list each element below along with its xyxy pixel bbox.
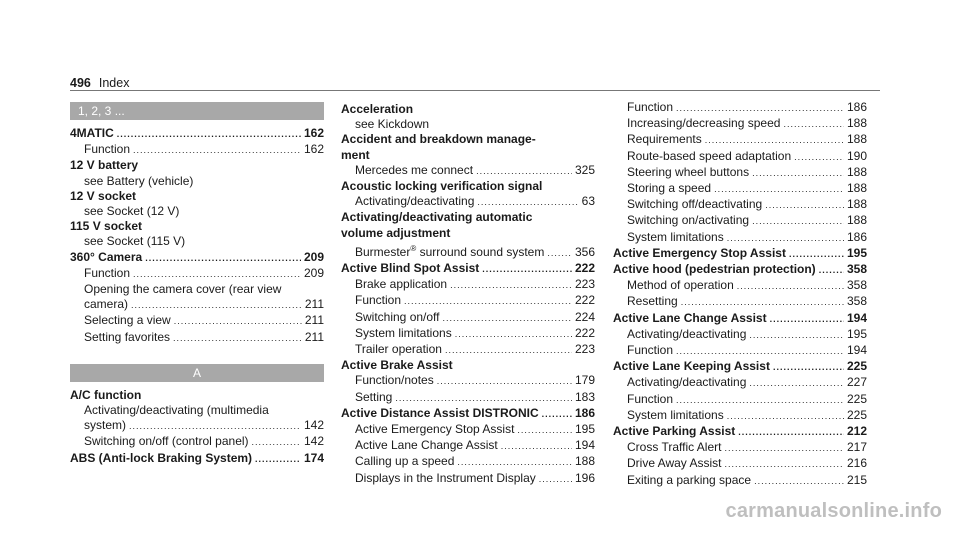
index-entry: A/C function xyxy=(70,387,142,402)
index-subentry[interactable]: Function ..... 222 xyxy=(341,293,595,309)
index-subentry[interactable]: Activating/deactivating ..... 195 xyxy=(613,327,867,343)
page-number: 496 xyxy=(70,76,91,90)
index-entry[interactable]: ABS (Anti-lock Braking System) ..... 174 xyxy=(70,451,324,467)
index-subentry[interactable]: Trailer operation ..... 223 xyxy=(341,342,595,358)
index-subentry[interactable]: Selecting a view ..... 211 xyxy=(70,313,324,329)
index-see-reference[interactable]: see Kickdown xyxy=(355,117,430,132)
index-entry: Acceleration xyxy=(341,102,414,116)
index-column-3 xyxy=(613,100,867,489)
index-entry[interactable]: Active Emergency Stop Assist ..... 195 xyxy=(613,246,867,262)
index-column-2 xyxy=(341,102,595,487)
page-header xyxy=(70,76,129,90)
index-subentry[interactable]: Resetting ..... 358 xyxy=(613,294,867,310)
index-subentry[interactable]: Active Emergency Stop Assist ..... 195 xyxy=(341,422,595,438)
index-subentry[interactable]: System limitations ..... 225 xyxy=(613,408,867,424)
index-entry[interactable]: Active Distance Assist DISTRONIC ..... 186 xyxy=(341,406,595,422)
index-subentry[interactable]: System limitations ..... 222 xyxy=(341,326,595,342)
index-entry: Activating/deactivating automatic xyxy=(341,210,533,225)
index-entry: Active Brake Assist xyxy=(341,358,453,373)
index-entry[interactable]: 4MATIC ..... 162 xyxy=(70,126,324,142)
index-entry: 115 V socket xyxy=(70,219,143,234)
index-see-reference[interactable]: see Battery (vehicle) xyxy=(84,173,194,188)
index-subentry[interactable]: camera) ..... 211 xyxy=(70,297,324,313)
watermark: carmanualsonline.info xyxy=(725,500,942,522)
index-subentry[interactable]: Increasing/decreasing speed ..... 188 xyxy=(613,116,867,132)
page-title: Index xyxy=(98,76,130,90)
index-subentry: Opening the camera cover (rear view xyxy=(84,282,282,297)
index-entry: 12 V battery xyxy=(70,158,139,173)
index-subentry[interactable]: Drive Away Assist ..... 216 xyxy=(613,456,867,472)
index-subentry[interactable]: Mercedes me connect ..... 325 xyxy=(341,163,595,179)
index-subentry[interactable]: Activating/deactivating ..... 227 xyxy=(613,375,867,391)
index-entry[interactable]: Active Lane Change Assist ..... 194 xyxy=(613,311,867,327)
index-subentry[interactable]: System limitations ..... 186 xyxy=(613,230,867,246)
index-subentry[interactable]: Setting favorites ..... 211 xyxy=(70,330,324,346)
index-subentry[interactable]: Storing a speed ..... 188 xyxy=(613,181,867,197)
index-subentry[interactable]: system) ..... 142 xyxy=(70,418,324,434)
index-entry: Accident and breakdown manage- xyxy=(341,132,536,147)
index-entry[interactable]: 360° Camera ..... 209 xyxy=(70,250,324,266)
index-subentry[interactable]: Steering wheel buttons ..... 188 xyxy=(613,165,867,181)
index-subentry[interactable]: Burmester® surround sound system ..... 356 xyxy=(341,241,595,261)
index-entry[interactable]: Active hood (pedestrian protection) ..... 358 xyxy=(613,262,867,278)
index-subentry[interactable]: Function ..... 209 xyxy=(70,266,324,282)
index-subentry[interactable]: Route-based speed adaptation ..... 190 xyxy=(613,149,867,165)
index-entry[interactable]: Active Lane Keeping Assist ..... 225 xyxy=(613,359,867,375)
section-header-a: A xyxy=(70,364,324,382)
index-subentry[interactable]: Function ..... 194 xyxy=(613,343,867,359)
index-subentry: Activating/deactivating (multimedia xyxy=(84,403,269,418)
index-subentry[interactable]: Active Lane Change Assist ..... 194 xyxy=(341,438,595,454)
index-see-reference[interactable]: see Socket (115 V) xyxy=(84,234,186,249)
index-subentry[interactable]: Displays in the Instrument Display ..... 196 xyxy=(341,471,595,487)
index-subentry[interactable]: Activating/deactivating ..... 63 xyxy=(341,194,595,210)
index-entry: ment xyxy=(341,147,370,162)
index-subentry[interactable]: Function/notes ..... 179 xyxy=(341,373,595,389)
index-subentry[interactable]: Function ..... 162 xyxy=(70,142,324,158)
index-subentry[interactable]: Function ..... 225 xyxy=(613,392,867,408)
header-rule xyxy=(70,90,880,91)
index-subentry[interactable]: Setting ..... 183 xyxy=(341,390,595,406)
index-subentry[interactable]: Exiting a parking space ..... 215 xyxy=(613,473,867,489)
index-subentry[interactable]: Switching on/off (control panel) ..... 142 xyxy=(70,434,324,450)
index-subentry[interactable]: Switching on/off ..... 224 xyxy=(341,310,595,326)
index-subentry[interactable]: Cross Traffic Alert ..... 217 xyxy=(613,440,867,456)
index-subentry[interactable]: Switching off/deactivating ..... 188 xyxy=(613,197,867,213)
index-subentry[interactable]: Brake application ..... 223 xyxy=(341,277,595,293)
section-header-numbers: 1, 2, 3 ... xyxy=(70,102,324,120)
index-entry: volume adjustment xyxy=(341,225,451,240)
index-subentry[interactable]: Switching on/activating ..... 188 xyxy=(613,213,867,229)
index-entry[interactable]: Active Blind Spot Assist ..... 222 xyxy=(341,261,595,277)
index-subentry[interactable]: Calling up a speed ..... 188 xyxy=(341,454,595,470)
index-entry: Acoustic locking verification signal xyxy=(341,179,543,194)
index-subentry[interactable]: Function ..... 186 xyxy=(613,100,867,116)
index-entry[interactable]: Active Parking Assist ..... 212 xyxy=(613,424,867,440)
index-entry: 12 V socket xyxy=(70,188,137,203)
index-see-reference[interactable]: see Socket (12 V) xyxy=(84,204,180,219)
index-column-1 xyxy=(70,102,324,467)
index-subentry[interactable]: Method of operation ..... 358 xyxy=(613,278,867,294)
index-subentry[interactable]: Requirements ..... 188 xyxy=(613,132,867,148)
